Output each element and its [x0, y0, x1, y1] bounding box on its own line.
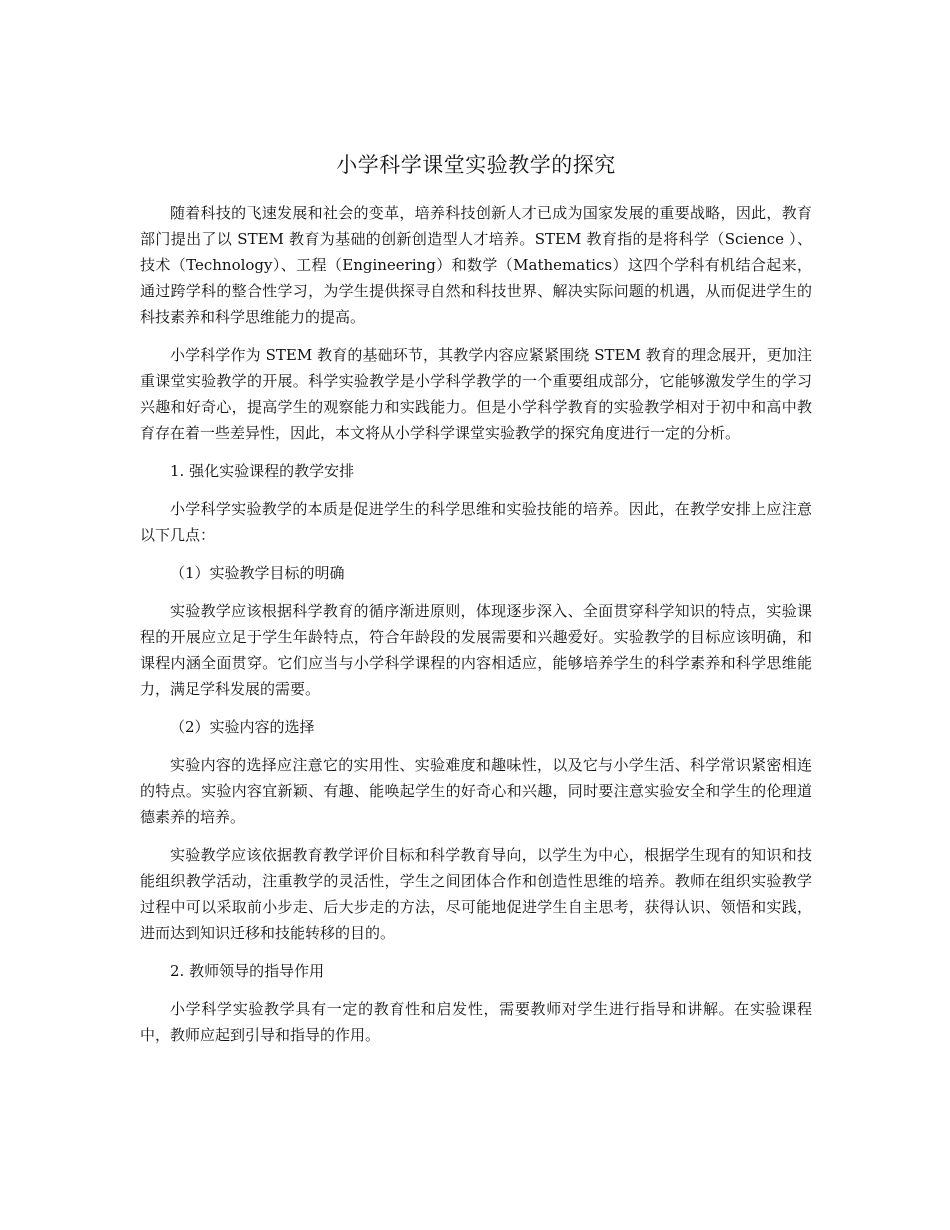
paragraph-content-selection: 实验内容的选择应注意它的实用性、实验难度和趣味性，以及它与小学生活、科学常识紧密相连的特点。实验内容宜新颖、有趣、能唤起学生的好奇心和兴趣，同时要注意实验安全和学生的伦理道德素养的培养。	[140, 756, 812, 826]
subsection-heading-1-1: （1）实验教学目标的明确	[170, 564, 345, 582]
paragraph-section-1-intro: 小学科学实验教学的本质是促进学生的科学思维和实验技能的培养。因此，在教学安排上应注意以下几点：	[140, 500, 812, 544]
section-heading-1: 1. 强化实验课程的教学安排	[170, 462, 355, 480]
paragraph-teaching-activities: 实验教学应该依据教育教学评价目标和科学教育导向，以学生为中心，根据学生现有的知识和技能组织教学活动，注重教学的灵活性，学生之间团体合作和创造性思维的培养。教师在组织实验教学过程中可以采取前小步走、后大步走的方法，尽可能地促进学生自主思考，获得认识、领悟和实践，进而达到知识迁移和技能转移的目的。	[140, 846, 812, 942]
paragraph-primary-science: 小学科学作为 STEM 教育的基础环节，其教学内容应紧紧围绕 STEM 教育的理念展开，更加注重课堂实验教学的开展。科学实验教学是小学科学教学的一个重要组成部分，它能够激发学生的学习兴趣和好奇心，提高学生的观察能力和实践能力。但是小学科学教育的实验教学相对于初中和高中教育存在着一些差异性，因此，本文将从小学科学课堂实验教学的探究角度进行一定的分析。	[140, 346, 812, 442]
document-title: 小学科学课堂实验教学的探究	[336, 153, 616, 177]
subsection-heading-1-2: （2）实验内容的选择	[170, 718, 315, 736]
paragraph-teaching-goals: 实验教学应该根据科学教育的循序渐进原则，体现逐步深入、全面贯穿科学知识的特点，实验课程的开展应立足于学生年龄特点，符合年龄段的发展需要和兴趣爱好。实验教学的目标应该明确，和课程内涵全面贯穿。它们应当与小学科学课程的内容相适应，能够培养学生的科学素养和科学思维能力，满足学科发展的需要。	[140, 602, 812, 698]
section-heading-2: 2. 教师领导的指导作用	[170, 962, 325, 980]
paragraph-teacher-guidance: 小学科学实验教学具有一定的教育性和启发性，需要教师对学生进行指导和讲解。在实验课程中，教师应起到引导和指导的作用。	[140, 1000, 812, 1044]
document-page	[140, 150, 812, 1060]
paragraph-intro-stem: 随着科技的飞速发展和社会的变革，培养科技创新人才已成为国家发展的重要战略，因此，教育部门提出了以 STEM 教育为基础的创新创造型人才培养。STEM 教育指的是将科学（Science ）、技术（Technology）、工程（Engineering）和数学（Mathematics）这四个学科有机结合起来，通过跨学科的整合性学习，为学生提供探寻自然和科技世界、解决实际问题的机遇，从而促进学生的科技素养和科学思维能力的提高。	[140, 204, 812, 326]
